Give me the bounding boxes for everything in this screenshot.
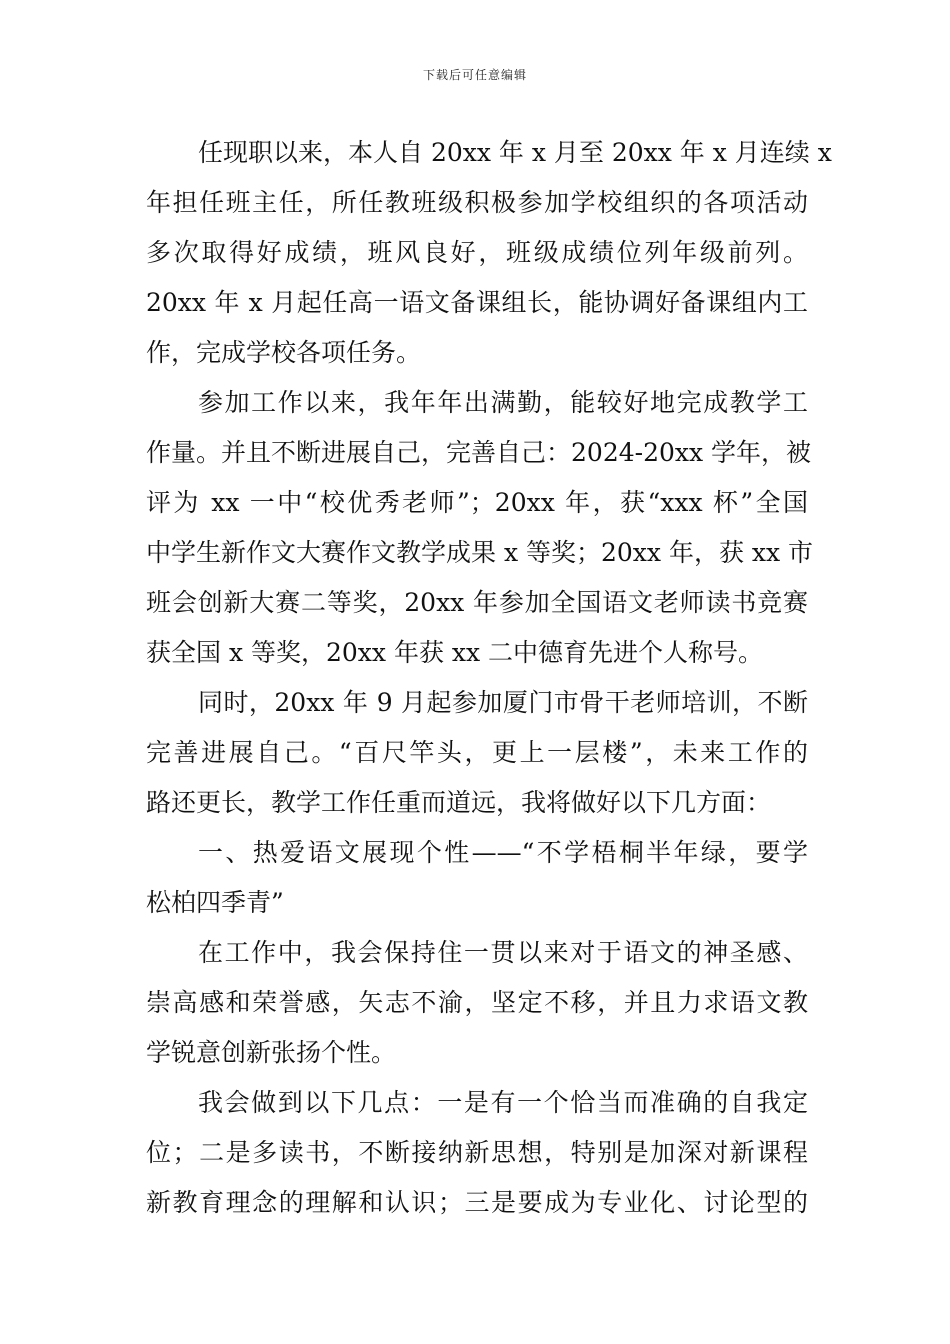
text-line: 在工作中，我会保持住一贯以来对于语文的神圣感、 xyxy=(198,938,808,967)
text-line: 中学生新作文大赛作文教学成果 x 等奖；20xx 年，获 xx 市 xyxy=(146,538,814,567)
section-heading-1 xyxy=(146,828,808,928)
paragraph-5 xyxy=(146,1078,808,1228)
text-line: 位；二是多读书，不断接纳新思想，特别是加深对新课程 xyxy=(146,1138,808,1167)
text-line: 学锐意创新张扬个性。 xyxy=(146,1038,397,1067)
text-line: 同时，20xx 年 9 月起参加厦门市骨干老师培训，不断 xyxy=(198,688,808,717)
text-line: 20xx 年 x 月起任高一语文备课组长，能协调好备课组内工 xyxy=(146,288,808,317)
text-line: 作量。并且不断进展自己，完善自己：2024-20xx 学年，被 xyxy=(146,438,812,467)
page-header-note: 下载后可任意编辑 xyxy=(422,68,527,82)
document-body xyxy=(146,128,832,1228)
text-line: 班会创新大赛二等奖，20xx 年参加全国语文老师读书竞赛 xyxy=(146,588,808,617)
text-line: 我会做到以下几点：一是有一个恰当而准确的自我定 xyxy=(198,1088,808,1117)
text-line: 松柏四季青” xyxy=(146,888,284,917)
text-line: 任现职以来，本人自 20xx 年 x 月至 20xx 年 x 月连续 x xyxy=(198,138,832,167)
text-line: 参加工作以来，我年年出满勤，能较好地完成教学工 xyxy=(198,388,808,417)
text-line: 新教育理念的理解和认识；三是要成为专业化、讨论型的 xyxy=(146,1188,808,1217)
text-line: 作，完成学校各项任务。 xyxy=(146,338,422,367)
paragraph-4 xyxy=(146,928,808,1078)
text-line: 获全国 x 等奖，20xx 年获 xx 二中德育先进个人称号。 xyxy=(146,638,764,667)
paragraph-2 xyxy=(146,378,814,678)
text-line: 崇高感和荣誉感，矢志不渝，坚定不移，并且力求语文教 xyxy=(146,988,808,1017)
text-line: 评为 xx 一中“校优秀老师”；20xx 年，获“xxx 杯”全国 xyxy=(146,488,808,517)
paragraph-1 xyxy=(146,128,832,378)
text-line: 路还更长，教学工作任重而道远，我将做好以下几方面： xyxy=(146,788,772,817)
text-line: 年担任班主任，所任教班级积极参加学校组织的各项活动 xyxy=(146,188,808,217)
text-line: 一、热爱语文展现个性——“不学梧桐半年绿，要学 xyxy=(198,838,808,867)
paragraph-3 xyxy=(146,678,808,828)
text-line: 完善进展自己。“百尺竿头，更上一层楼”，未来工作的 xyxy=(146,738,808,767)
text-line: 多次取得好成绩，班风良好，班级成绩位列年级前列。 xyxy=(146,238,808,267)
